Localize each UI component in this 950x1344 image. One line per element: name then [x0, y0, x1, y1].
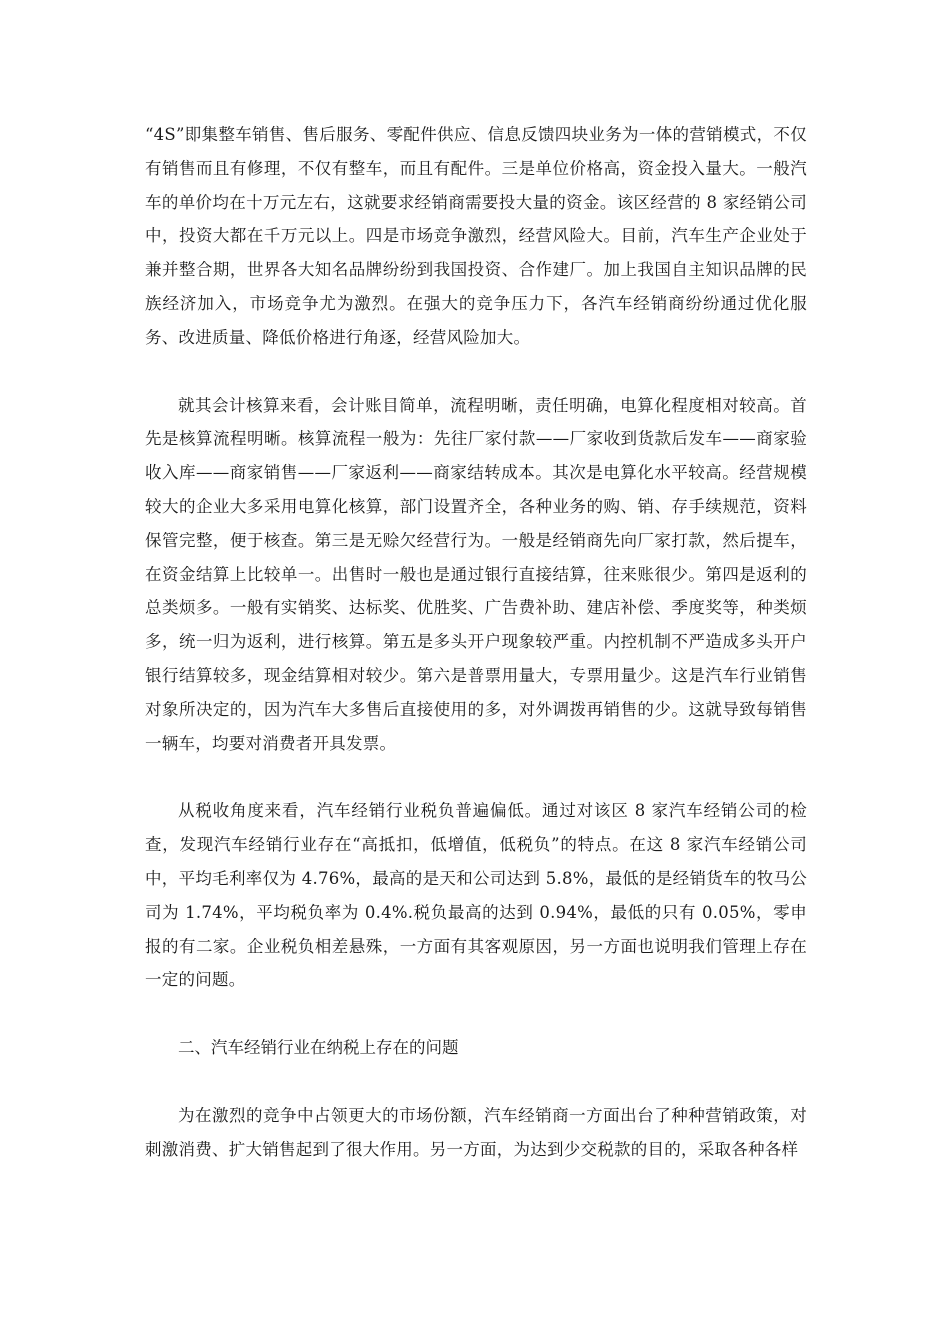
paragraph-spacer — [145, 355, 807, 389]
paragraph-spacer — [145, 760, 807, 794]
document-page — [145, 118, 807, 1167]
paragraph-problems-intro: 为在激烈的竞争中占领更大的市场份额，汽车经销商一方面出台了种种营销政策，对刺激消费、扩大销售起到了很大作用。另一方面，为达到少交税款的目的，采取各种各样 — [145, 1105, 807, 1159]
paragraph-tax-perspective: 从税收角度来看，汽车经销行业税负普遍偏低。通过对该区 8 家汽车经销公司的检查，发现汽车经销行业存在“高抵扣，低增值，低税负”的特点。在这 8 家汽车经销公司中，平均毛利率仅为 4.76%，最高的是天和公司达到 5.8%，最低的是经销货车的牧马公司为 1.74%，平均税负率为 0.4%.税负最高的达到 0.94%，最低的只有 0.05%，零申报的有二家。企业税负相差悬殊，一方面有其客观原因，另一方面也说明我们管理上存在一定的问题。 — [145, 801, 807, 990]
paragraph-spacer — [145, 1065, 807, 1099]
paragraph-spacer — [145, 997, 807, 1031]
paragraph-4s-business-model: “4S”即集整车销售、售后服务、零配件供应、信息反馈四块业务为一体的营销模式，不仅有销售而且有修理，不仅有整车，而且有配件。三是单位价格高，资金投入量大。一般汽车的单价均在十万元左右，这就要求经销商需要投大量的资金。该区经营的 8 家经销公司中，投资大都在千万元以上。四是市场竞争激烈，经营风险大。目前，汽车生产企业处于兼并整合期，世界各大知名品牌纷纷到我国投资、合作建厂。加上我国自主知识品牌的民族经济加入，市场竞争尤为激烈。在强大的竞争压力下，各汽车经销商纷纷通过优化服务、改进质量、降低价格进行角逐，经营风险加大。 — [145, 125, 807, 347]
section-heading: 二、汽车经销行业在纳税上存在的问题 — [178, 1038, 459, 1058]
paragraph-accounting: 就其会计核算来看，会计账目简单，流程明晰，责任明确，电算化程度相对较高。首先是核算流程明晰。核算流程一般为：先往厂家付款——厂家收到货款后发车——商家验收入库——商家销售——厂家返利——商家结转成本。其次是电算化水平较高。经营规模较大的企业大多采用电算化核算，部门设置齐全，各种业务的购、销、存手续规范，资料保管完整，便于核查。第三是无赊欠经营行为。一般是经销商先向厂家打款，然后提车，在资金结算上比较单一。出售时一般也是通过银行直接结算，往来账很少。第四是返利的总类烦多。一般有实销奖、达标奖、优胜奖、广告费补助、建店补偿、季度奖等，种类烦多，统一归为返利，进行核算。第五是多头开户现象较严重。内控机制不严造成多头开户银行结算较多，现金结算相对较少。第六是普票用量大，专票用量少。这是汽车行业销售对象所决定的，因为汽车大多售后直接使用的多，对外调拨再销售的少。这就导致每销售一辆车，均要对消费者开具发票。 — [145, 395, 807, 753]
